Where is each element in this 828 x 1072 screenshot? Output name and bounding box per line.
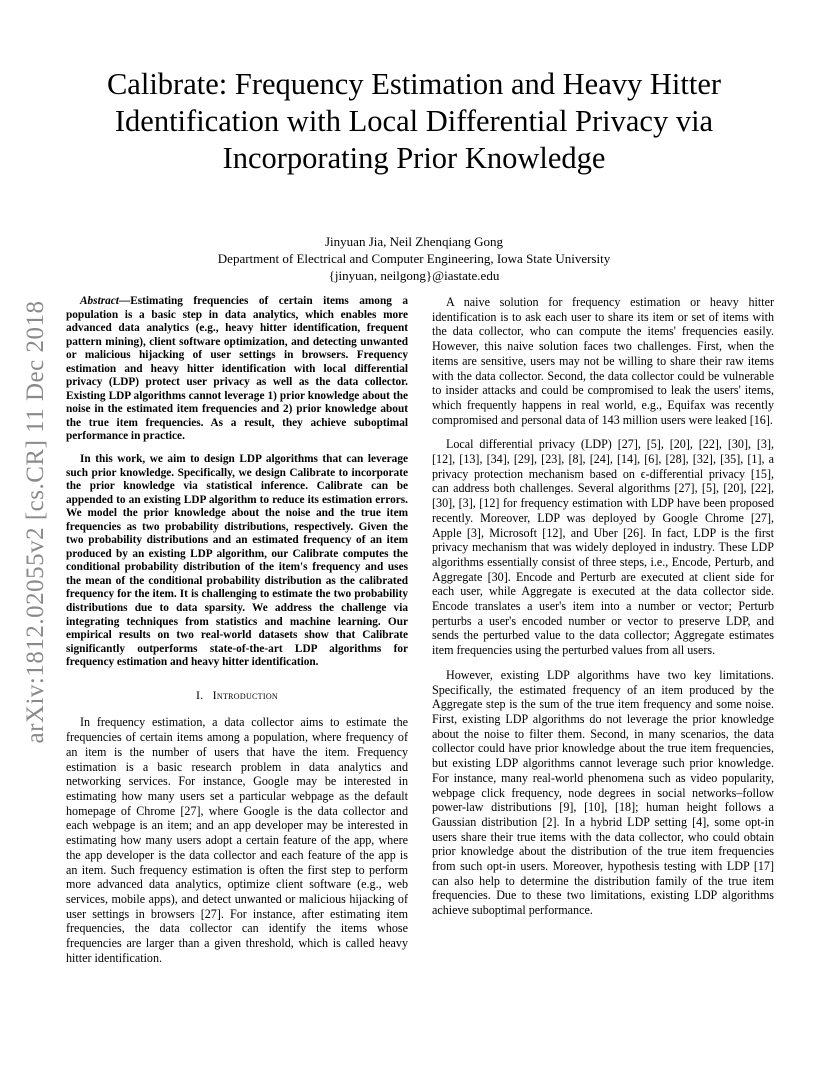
left-column [66, 295, 408, 975]
paper-title: Calibrate: Frequency Estimation and Heavy Hitter Identification with Local Differential Privacy via Incorporating Prior Knowledge [106, 67, 722, 175]
abstract-label: Abstract [80, 295, 119, 307]
intro-paragraph-1: In frequency estimation, a data collector aims to estimate the frequencies of certain items among a population, where frequency of an item is the number of users that have the item. Frequency estimation is a basic research problem in data analytics and networking services. For instance, Google may be interested in estimating how many users set a particular webpage as the default homepage of Chrome [27], where Google is the data collector and each webpage is an item; and an app developer may be interested in estimating how many users adopt a certain feature of the app, where the app developer is the data collector and each feature of the app is an item. Such frequency estimation is often the first step to perform more advanced data analytics, optimize client software (e.g., web services, mobile apps), and detect unwanted or malicious hijacking of user settings in browsers [27]. For instance, after estimating item frequencies, the data collector can identify the items whose frequencies are larger than a given threshold, which is called heavy hitter identification. [66, 715, 408, 965]
intro-paragraph-3: Local differential privacy (LDP) [27], [5], [20], [22], [30], [3], [12], [13], [34], [29], [23], [8], [24], [14], [6], [28], [32], [35], [1], a privacy protection mechanism based on ϵ-differential privacy [15], can address both challenges. Several algorithms [27], [5], [20], [22], [30], [3], [12] for frequency estimation with LDP have been proposed recently. Moreover, LDP was deployed by Google Chrome [27], Apple [3], Microsoft [12], and Uber [26]. In fact, LDP is the first privacy mechanism that was widely deployed in industry. These LDP algorithms essentially consist of three steps, i.e., Encode, Perturb, and Aggregate [30]. Encode and Perturb are executed at client side for each user, while Aggregate is executed at the data collector side. Encode translates a user's item into a number or vector; Perturb perturbs a user's encoded number or vector to preserve LDP, and sends the perturbed value to the data collector; Aggregate estimates item frequencies using the perturbed values from all users. [432, 437, 774, 658]
section-heading-introduction [66, 688, 408, 703]
abstract-text-1: —Estimating frequencies of certain items among a population is a basic step in data analytics, which enables more advanced data analytics (e.g., heavy hitter identification, frequent pattern mining), client software optimization, and detecting unwanted or malicious hijacking of user settings in browsers. Frequency estimation and heavy hitter identification with local differential privacy (LDP) protect user privacy as well as the data collector. Existing LDP algorithms cannot leverage 1) prior knowledge about the noise in the estimated item frequencies and 2) prior knowledge about the true item frequencies. As a result, they achieve suboptimal performance in practice. [66, 295, 408, 443]
affiliation: Department of Electrical and Computer Engineering, Iowa State University [217, 251, 611, 266]
abstract [66, 295, 408, 670]
right-column [432, 295, 774, 928]
abstract-paragraph-1 [66, 295, 408, 444]
arxiv-identifier-stamp: arXiv:1812.02055v2 [cs.CR] 11 Dec 2018 [22, 300, 49, 744]
author-block [100, 233, 728, 284]
author-email: {jinyuan, neilgong}@iastate.edu [328, 268, 500, 283]
abstract-paragraph-2: In this work, we aim to design LDP algorithms that can leverage such prior knowledge. Specifically, we design Calibrate to incorporate the prior knowledge via statistical inference. Calibrate can be appended to an existing LDP algorithm to reduce its estimation errors. We model the prior knowledge about the noise and the true item frequencies as two probability distributions, respectively. Given the two probability distributions and an estimated frequency of an item produced by an existing LDP algorithm, our Calibrate computes the conditional probability distribution of the item's frequency and uses the mean of the conditional probability distribution as the calibrated frequency for the item. It is challenging to estimate the two probability distributions due to data sparsity. We address the challenge via integrating techniques from statistics and machine learning. Our empirical results on two real-world datasets show that Calibrate significantly outperforms state-of-the-art LDP algorithms for frequency estimation and heavy hitter identification. [66, 453, 408, 669]
author-names: Jinyuan Jia, Neil Zhenqiang Gong [325, 234, 503, 249]
section-number: I. [196, 687, 204, 702]
intro-paragraph-4: However, existing LDP algorithms have two key limitations. Specifically, the estimated frequency of an item produced by the Aggregate step is the sum of the true item frequency and some noise. First, existing LDP algorithms do not leverage the prior knowledge about the noise to filter them. Second, in many scenarios, the data collector could have prior knowledge about the true item frequencies, but existing LDP algorithms cannot leverage such prior knowledge. For instance, many real-world phenomena such as video popularity, webpage click frequency, node degrees in social networks–follow power-law distributions [9], [10], [18]; human height follows a Gaussian distribution [2]. In a hybrid LDP setting [4], some opt-in users share their true items with the data collector, who could obtain prior knowledge about the distribution of the true item frequencies from such opt-in users. Moreover, hypothesis testing with LDP [17] can also help to determine the distribution family of the true item frequencies. Due to these two limitations, existing LDP algorithms achieve suboptimal performance. [432, 667, 774, 918]
intro-paragraph-2: A naive solution for frequency estimation or heavy hitter identification is to ask each user to share its item or set of items with the data collector, who can compute the items' frequencies easily. However, this naive solution faces two challenges. First, when the items are sensitive, users may not be willing to share their raw items with the data collector. Second, the data collector could be vulnerable to insider attacks and could be compromised to leak the users' items, which frequently happens in real world, e.g., Equifax was recently compromised and personal data of 143 million users were leaked [16]. [432, 295, 774, 427]
section-title: Introduction [212, 687, 278, 702]
